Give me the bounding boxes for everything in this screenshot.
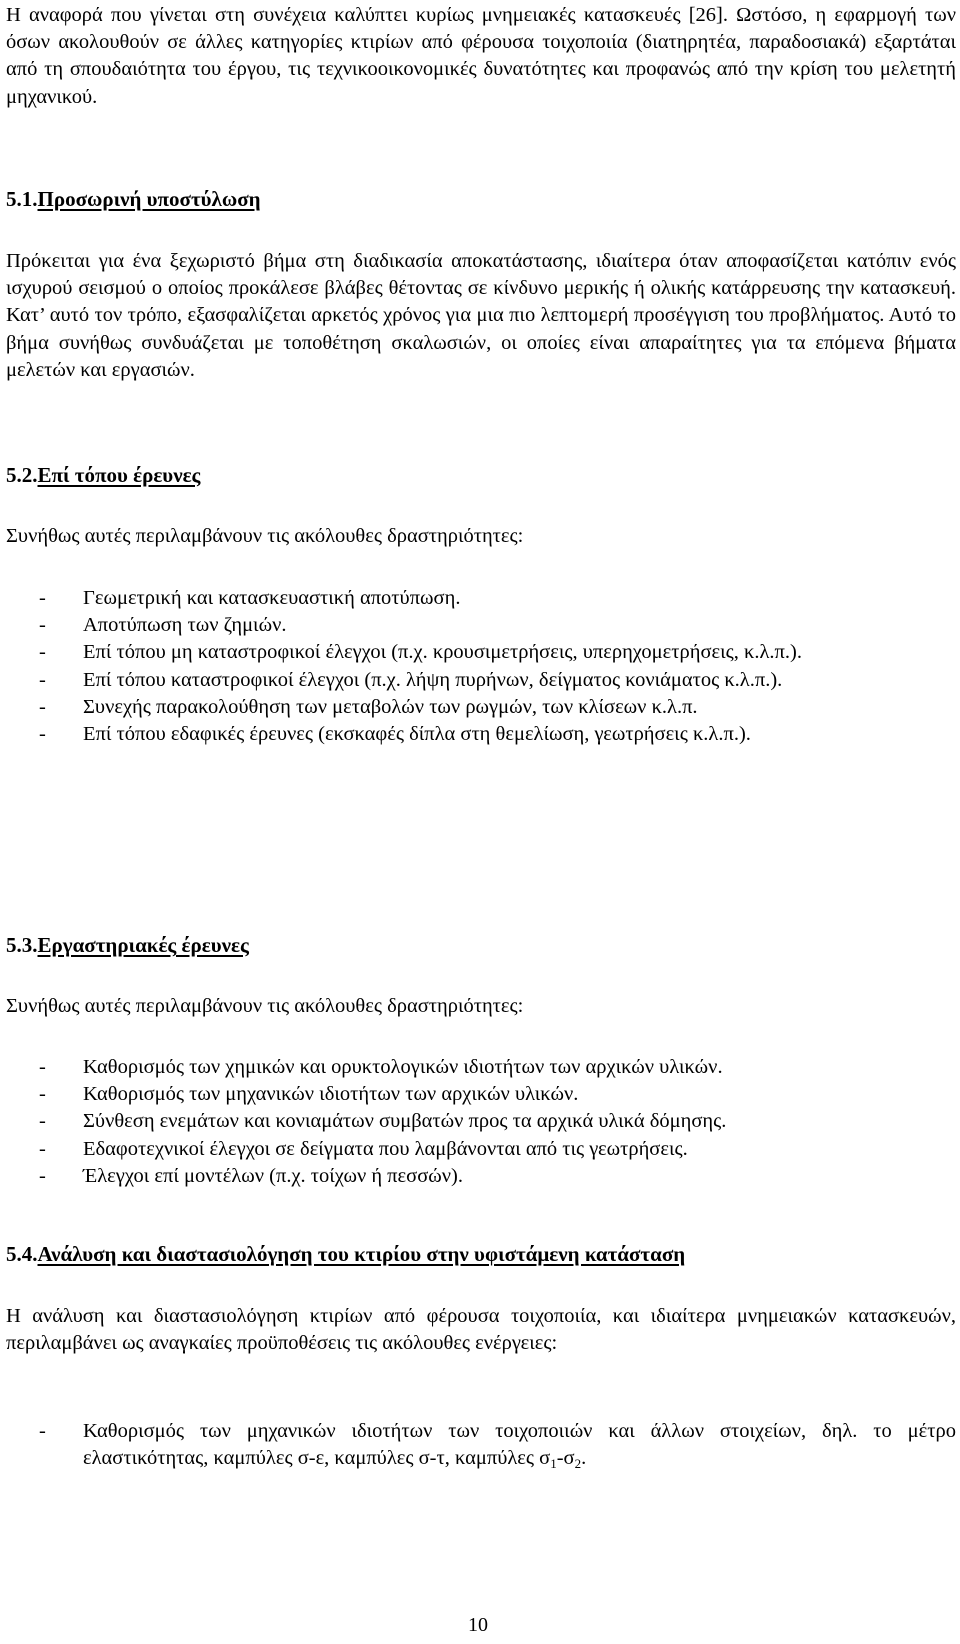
section-5-4-paragraph: Η ανάλυση και διαστασιολόγηση κτιρίων από φέρουσα τοιχοποιία, και ιδιαίτερα μνημειακών κατασκευών, περιλαμβάνει ως αναγκαίες προϋποθέσεις τις ακόλουθες ενέργειες:	[6, 1305, 956, 1355]
list-item: - Επί τόπου καταστροφικοί έλεγχοι (π.χ. λήψη πυρήνων, δείγματος κονιάματος κ.λ.π.).	[0, 667, 956, 694]
section-5-2-intro: Συνήθως αυτές περιλαμβάνουν τις ακόλουθες δραστηριότητες:	[6, 525, 524, 547]
list-dash: -	[39, 668, 46, 691]
list-dash: -	[39, 1137, 46, 1160]
list-dash: -	[39, 723, 46, 746]
list-item: - Συνεχής παρακολούθηση των μεταβολών των ρωγμών, των κλίσεων κ.λ.π.	[0, 694, 956, 721]
list-item: - Επί τόπου εδαφικές έρευνες (εκσκαφές δίπλα στη θεμελίωση, γεωτρήσεις κ.λ.π.).	[0, 721, 956, 748]
list-dash: -	[39, 641, 46, 664]
list-item: - Εδαφοτεχνικοί έλεγχοι σε δείγματα που λαμβάνονται από τις γεωτρήσεις.	[0, 1136, 956, 1163]
list-item: - Έλεγχοι επί μοντέλων (π.χ. τοίχων ή πεσσών).	[0, 1163, 956, 1190]
list-dash: -	[39, 1420, 46, 1442]
section-title: Εργαστηριακές έρευνες	[37, 933, 249, 957]
list-item: - Καθορισμός των μηχανικών ιδιοτήτων των αρχικών υλικών.	[0, 1081, 956, 1108]
section-5-2-list	[0, 585, 956, 748]
section-5-3-list	[0, 1054, 956, 1190]
list-dash: -	[39, 614, 46, 637]
list-dash: -	[39, 587, 46, 609]
list-dash: -	[39, 695, 46, 718]
list-item: - Επί τόπου μη καταστροφικοί έλεγχοι (π.χ. κρουσιμετρήσεις, υπερηχομετρήσεις, κ.λ.π.).	[0, 639, 956, 666]
section-5-1-paragraph: Πρόκειται για ένα ξεχωριστό βήμα στη διαδικασία αποκατάστασης, ιδιαίτερα όταν αποφασίζεται κατόπιν ενός ισχυρού σεισμού ο οποίος προκάλεσε βλάβες θέτοντας σε κίνδυνο μερικής ή ολικής κατάρρευσης την κατασκευή. Κατ’ αυτό τον τρόπο, εξασφαλίζεται αρκετός χρόνος για μια πιο λεπτομερή προσέγγιση του προβλήματος. Αυτό το βήμα συνήθως συνδυάζεται με τοποθέτηση σκαλωσιών, οι οποίες είναι απαραίτητες για τα επόμενα βήματα μελετών και εργασιών.	[6, 250, 956, 381]
list-dash: -	[39, 1056, 46, 1078]
section-number: 5.2.	[6, 463, 38, 487]
subscript: 2	[574, 1456, 582, 1472]
section-number: 5.3.	[6, 933, 38, 957]
section-5-3-intro: Συνήθως αυτές περιλαμβάνουν τις ακόλουθες δραστηριότητες:	[6, 995, 524, 1017]
section-title: Προσωρινή υποστύλωση	[37, 187, 261, 211]
list-item: - Αποτύπωση των ζημιών.	[0, 612, 956, 639]
section-5-1-heading	[6, 186, 261, 213]
list-item: - Γεωμετρική και κατασκευαστική αποτύπωση.	[0, 585, 956, 612]
section-5-4-list	[0, 1418, 956, 1472]
section-5-3-heading	[6, 932, 249, 959]
section-number: 5.4.	[6, 1242, 38, 1266]
section-5-4-heading	[6, 1241, 685, 1268]
subscript: 1	[550, 1456, 557, 1472]
list-item: - Σύνθεση ενεμάτων και κονιαμάτων συμβατών προς τα αρχικά υλικά δόμησης.	[0, 1108, 956, 1135]
page-number: 10	[468, 1614, 488, 1636]
section-number: 5.1.	[6, 187, 38, 211]
section-title: Επί τόπου έρευνες	[37, 463, 201, 487]
list-dash: -	[39, 1164, 46, 1187]
intro-paragraph: Η αναφορά που γίνεται στη συνέχεια καλύπτει κυρίως μνημειακές κατασκευές [26]. Ωστόσο, η εφαρμογή των όσων ακολουθούν σε άλλες κατηγορίες κτιρίων από φέρουσα τοιχοποιία (διατηρητέα, παραδοσιακά) εξαρτάται από τη σπουδαιότητα του έργου, τις τεχνικοοικονομικές δυνατότητες και προφανώς από την κρίση του μελετητή μηχανικού.	[6, 4, 956, 108]
list-dash: -	[39, 1083, 46, 1106]
list-item: - Καθορισμός των μηχανικών ιδιοτήτων των τοιχοποιιών και άλλων στοιχείων, δηλ. το μέτρο ελαστικότητας, καμπύλες σ-ε, καμπύλες σ-τ, καμπύλες $\sigma_1-\sigma_2$.	[39, 1420, 956, 1472]
section-title: Ανάλυση και διαστασιολόγηση του κτιρίου στην υφιστάμενη κατάσταση	[37, 1242, 686, 1266]
list-dash: -	[39, 1110, 46, 1133]
section-5-2-heading	[6, 462, 200, 489]
list-item: - Καθορισμός των χημικών και ορυκτολογικών ιδιοτήτων των αρχικών υλικών.	[0, 1054, 956, 1081]
